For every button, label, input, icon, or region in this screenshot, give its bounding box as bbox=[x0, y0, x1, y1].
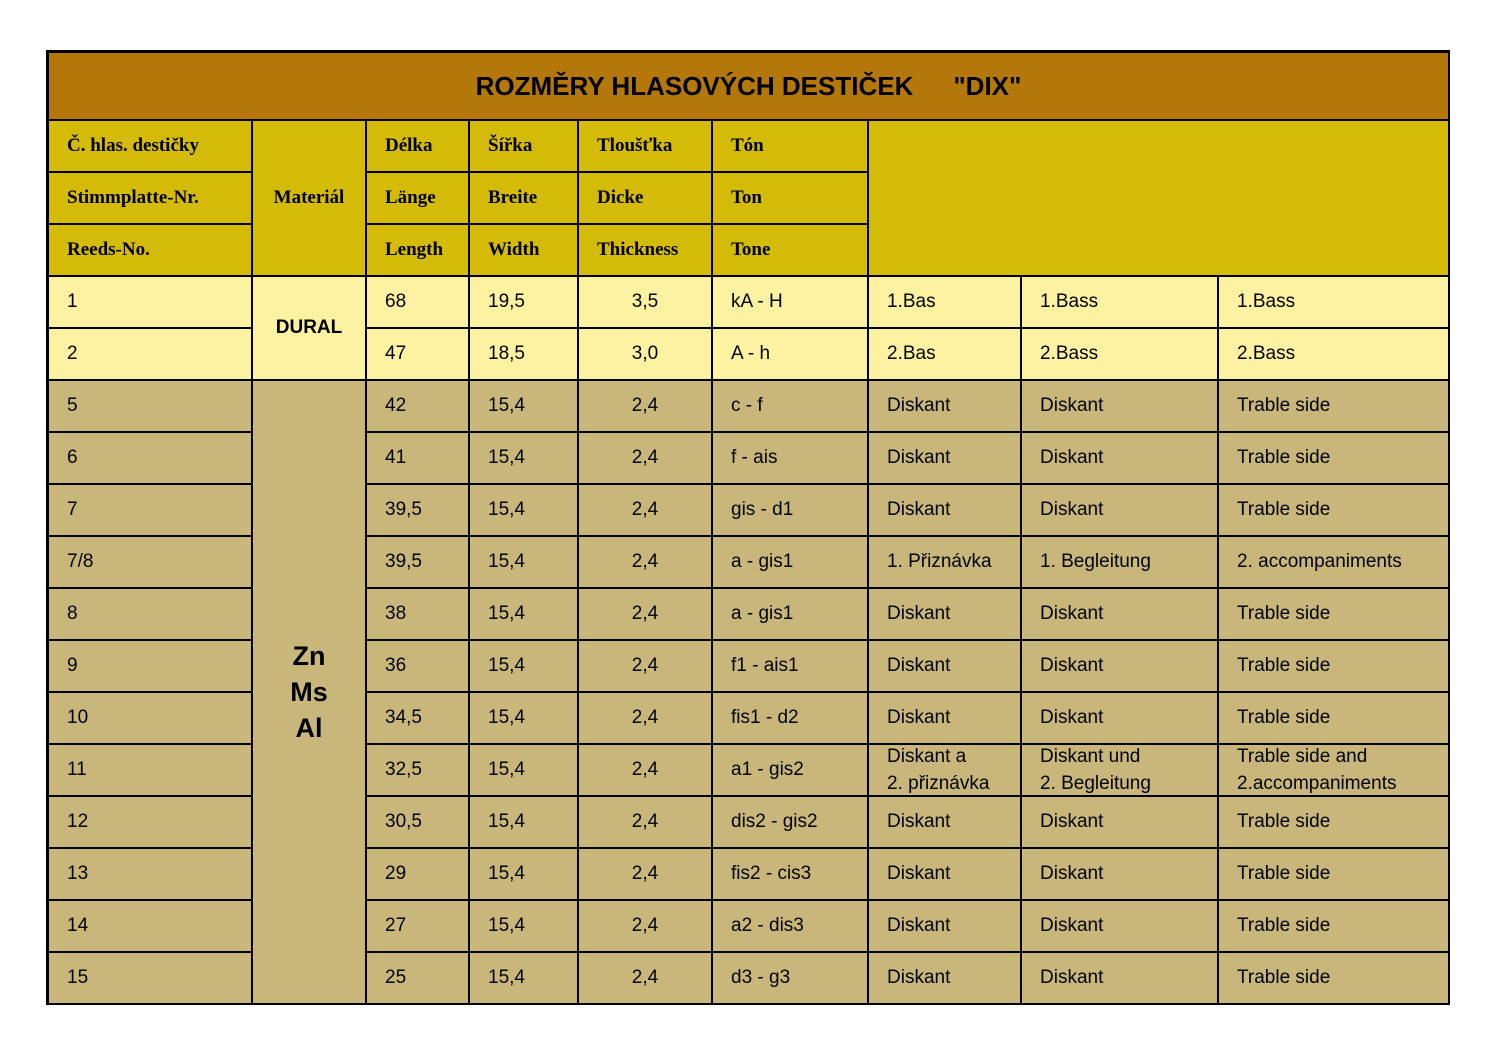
cell-length: 42 bbox=[367, 381, 468, 431]
cell-width: 15,4 bbox=[470, 693, 577, 743]
cell-width: 15,4 bbox=[470, 745, 577, 795]
cell-cz bbox=[869, 745, 1020, 795]
material-al: Al bbox=[295, 713, 323, 743]
cell-cz: Diskant bbox=[869, 693, 1020, 743]
cell-de: 1.Bass bbox=[1022, 277, 1217, 327]
cell-no: 15 bbox=[49, 953, 251, 1003]
header-width-en: Width bbox=[470, 225, 577, 275]
cell-de-line1: Diskant und bbox=[1040, 746, 1141, 767]
cell-en: 2.Bass bbox=[1219, 329, 1448, 379]
cell-no: 9 bbox=[49, 641, 251, 691]
cell-cz: Diskant bbox=[869, 849, 1020, 899]
cell-tone: a - gis1 bbox=[713, 589, 867, 639]
header-tone-de: Ton bbox=[713, 173, 867, 223]
cell-en: 2. accompaniments bbox=[1219, 537, 1448, 587]
cell-en: Trable side bbox=[1219, 901, 1448, 951]
cell-width: 15,4 bbox=[470, 641, 577, 691]
cell-cz: Diskant bbox=[869, 485, 1020, 535]
cell-tone: gis - d1 bbox=[713, 485, 867, 535]
header-length-en: Length bbox=[367, 225, 468, 275]
cell-no: 2 bbox=[49, 329, 251, 379]
cell-de: Diskant bbox=[1022, 381, 1217, 431]
cell-en: Trable side bbox=[1219, 589, 1448, 639]
cell-cz: 2.Bas bbox=[869, 329, 1020, 379]
cell-cz: Diskant bbox=[869, 953, 1020, 1003]
material-ms: Ms bbox=[290, 677, 328, 707]
cell-cz-line1: Diskant a bbox=[887, 746, 967, 767]
cell-thickness: 2,4 bbox=[579, 433, 711, 483]
cell-length: 30,5 bbox=[367, 797, 468, 847]
cell-no: 10 bbox=[49, 693, 251, 743]
cell-width: 15,4 bbox=[470, 381, 577, 431]
table-title bbox=[49, 53, 1448, 119]
cell-tone: kA - H bbox=[713, 277, 867, 327]
cell-en-line2: 2.accompaniments bbox=[1237, 773, 1397, 794]
header-material: Materiál bbox=[253, 121, 365, 275]
cell-width: 15,4 bbox=[470, 849, 577, 899]
cell-width: 15,4 bbox=[470, 485, 577, 535]
cell-no: 14 bbox=[49, 901, 251, 951]
cell-no: 7/8 bbox=[49, 537, 251, 587]
cell-tone: c - f bbox=[713, 381, 867, 431]
cell-thickness: 2,4 bbox=[579, 485, 711, 535]
cell-cz: Diskant bbox=[869, 797, 1020, 847]
cell-tone: A - h bbox=[713, 329, 867, 379]
cell-tone: dis2 - gis2 bbox=[713, 797, 867, 847]
cell-en: 1.Bass bbox=[1219, 277, 1448, 327]
cell-no: 7 bbox=[49, 485, 251, 535]
cell-de: Diskant bbox=[1022, 901, 1217, 951]
cell-tone: f1 - ais1 bbox=[713, 641, 867, 691]
header-thickness-cz: Tloušťka bbox=[579, 121, 711, 171]
material-dural: DURAL bbox=[253, 277, 365, 379]
cell-en bbox=[1219, 745, 1448, 795]
cell-tone: f - ais bbox=[713, 433, 867, 483]
cell-length: 68 bbox=[367, 277, 468, 327]
cell-cz: Diskant bbox=[869, 381, 1020, 431]
cell-width: 15,4 bbox=[470, 589, 577, 639]
cell-width: 19,5 bbox=[470, 277, 577, 327]
header-tone-en: Tone bbox=[713, 225, 867, 275]
cell-cz: Diskant bbox=[869, 901, 1020, 951]
header-width-cz: Šířka bbox=[470, 121, 577, 171]
cell-thickness: 2,4 bbox=[579, 589, 711, 639]
material-zn-ms-al bbox=[253, 381, 365, 1003]
header-tone-cz: Tón bbox=[713, 121, 867, 171]
cell-en-line1: Trable side and bbox=[1237, 746, 1368, 767]
cell-de: 1. Begleitung bbox=[1022, 537, 1217, 587]
cell-thickness: 2,4 bbox=[579, 849, 711, 899]
cell-width: 15,4 bbox=[470, 433, 577, 483]
cell-no: 12 bbox=[49, 797, 251, 847]
cell-de: Diskant bbox=[1022, 797, 1217, 847]
cell-en: Trable side bbox=[1219, 953, 1448, 1003]
cell-width: 15,4 bbox=[470, 901, 577, 951]
header-thickness-de: Dicke bbox=[579, 173, 711, 223]
cell-length: 38 bbox=[367, 589, 468, 639]
cell-cz: 1. Přiznávka bbox=[869, 537, 1020, 587]
cell-de: Diskant bbox=[1022, 641, 1217, 691]
cell-de: Diskant bbox=[1022, 485, 1217, 535]
cell-width: 18,5 bbox=[470, 329, 577, 379]
cell-length: 34,5 bbox=[367, 693, 468, 743]
cell-thickness: 2,4 bbox=[579, 745, 711, 795]
cell-no: 8 bbox=[49, 589, 251, 639]
cell-cz: Diskant bbox=[869, 589, 1020, 639]
cell-length: 47 bbox=[367, 329, 468, 379]
cell-thickness: 2,4 bbox=[579, 537, 711, 587]
cell-width: 15,4 bbox=[470, 953, 577, 1003]
cell-no: 6 bbox=[49, 433, 251, 483]
cell-no: 5 bbox=[49, 381, 251, 431]
cell-length: 29 bbox=[367, 849, 468, 899]
cell-tone: fis1 - d2 bbox=[713, 693, 867, 743]
cell-de: Diskant bbox=[1022, 953, 1217, 1003]
cell-length: 39,5 bbox=[367, 485, 468, 535]
cell-en: Trable side bbox=[1219, 693, 1448, 743]
cell-de: Diskant bbox=[1022, 693, 1217, 743]
cell-thickness: 2,4 bbox=[579, 641, 711, 691]
cell-tone: a - gis1 bbox=[713, 537, 867, 587]
cell-tone: d3 - g3 bbox=[713, 953, 867, 1003]
cell-en: Trable side bbox=[1219, 485, 1448, 535]
header-reed-no-en: Reeds-No. bbox=[49, 225, 251, 275]
cell-de-line2: 2. Begleitung bbox=[1040, 773, 1151, 794]
cell-cz: 1.Bas bbox=[869, 277, 1020, 327]
header-blank bbox=[869, 121, 1448, 275]
cell-thickness: 2,4 bbox=[579, 381, 711, 431]
header-thickness-en: Thickness bbox=[579, 225, 711, 275]
cell-thickness: 3,0 bbox=[579, 329, 711, 379]
material-zn: Zn bbox=[292, 641, 326, 671]
title-main: ROZMĚRY HLASOVÝCH DESTIČEK bbox=[475, 70, 914, 101]
cell-de: Diskant bbox=[1022, 849, 1217, 899]
cell-length: 32,5 bbox=[367, 745, 468, 795]
cell-de: Diskant bbox=[1022, 433, 1217, 483]
cell-de: Diskant bbox=[1022, 589, 1217, 639]
cell-length: 36 bbox=[367, 641, 468, 691]
cell-tone: fis2 - cis3 bbox=[713, 849, 867, 899]
cell-tone: a1 - gis2 bbox=[713, 745, 867, 795]
cell-cz-line2: 2. přiznávka bbox=[887, 773, 990, 794]
cell-thickness: 2,4 bbox=[579, 953, 711, 1003]
cell-cz: Diskant bbox=[869, 433, 1020, 483]
reed-dimensions-table bbox=[46, 50, 1450, 1005]
cell-length: 25 bbox=[367, 953, 468, 1003]
cell-de bbox=[1022, 745, 1217, 795]
cell-cz: Diskant bbox=[869, 641, 1020, 691]
header-reed-no-de: Stimmplatte-Nr. bbox=[49, 173, 251, 223]
cell-no: 1 bbox=[49, 277, 251, 327]
cell-en: Trable side bbox=[1219, 641, 1448, 691]
cell-en: Trable side bbox=[1219, 433, 1448, 483]
header-width-de: Breite bbox=[470, 173, 577, 223]
header-length-de: Länge bbox=[367, 173, 468, 223]
cell-tone: a2 - dis3 bbox=[713, 901, 867, 951]
cell-en: Trable side bbox=[1219, 849, 1448, 899]
cell-thickness: 2,4 bbox=[579, 797, 711, 847]
cell-thickness: 2,4 bbox=[579, 901, 711, 951]
cell-no: 11 bbox=[49, 745, 251, 795]
cell-thickness: 2,4 bbox=[579, 693, 711, 743]
cell-length: 27 bbox=[367, 901, 468, 951]
cell-width: 15,4 bbox=[470, 537, 577, 587]
cell-de: 2.Bass bbox=[1022, 329, 1217, 379]
header-reed-no-cz: Č. hlas. destičky bbox=[49, 121, 251, 171]
cell-width: 15,4 bbox=[470, 797, 577, 847]
cell-en: Trable side bbox=[1219, 797, 1448, 847]
cell-en: Trable side bbox=[1219, 381, 1448, 431]
title-name: "DIX" bbox=[953, 70, 1022, 101]
cell-thickness: 3,5 bbox=[579, 277, 711, 327]
cell-no: 13 bbox=[49, 849, 251, 899]
header-length-cz: Délka bbox=[367, 121, 468, 171]
cell-length: 41 bbox=[367, 433, 468, 483]
cell-length: 39,5 bbox=[367, 537, 468, 587]
